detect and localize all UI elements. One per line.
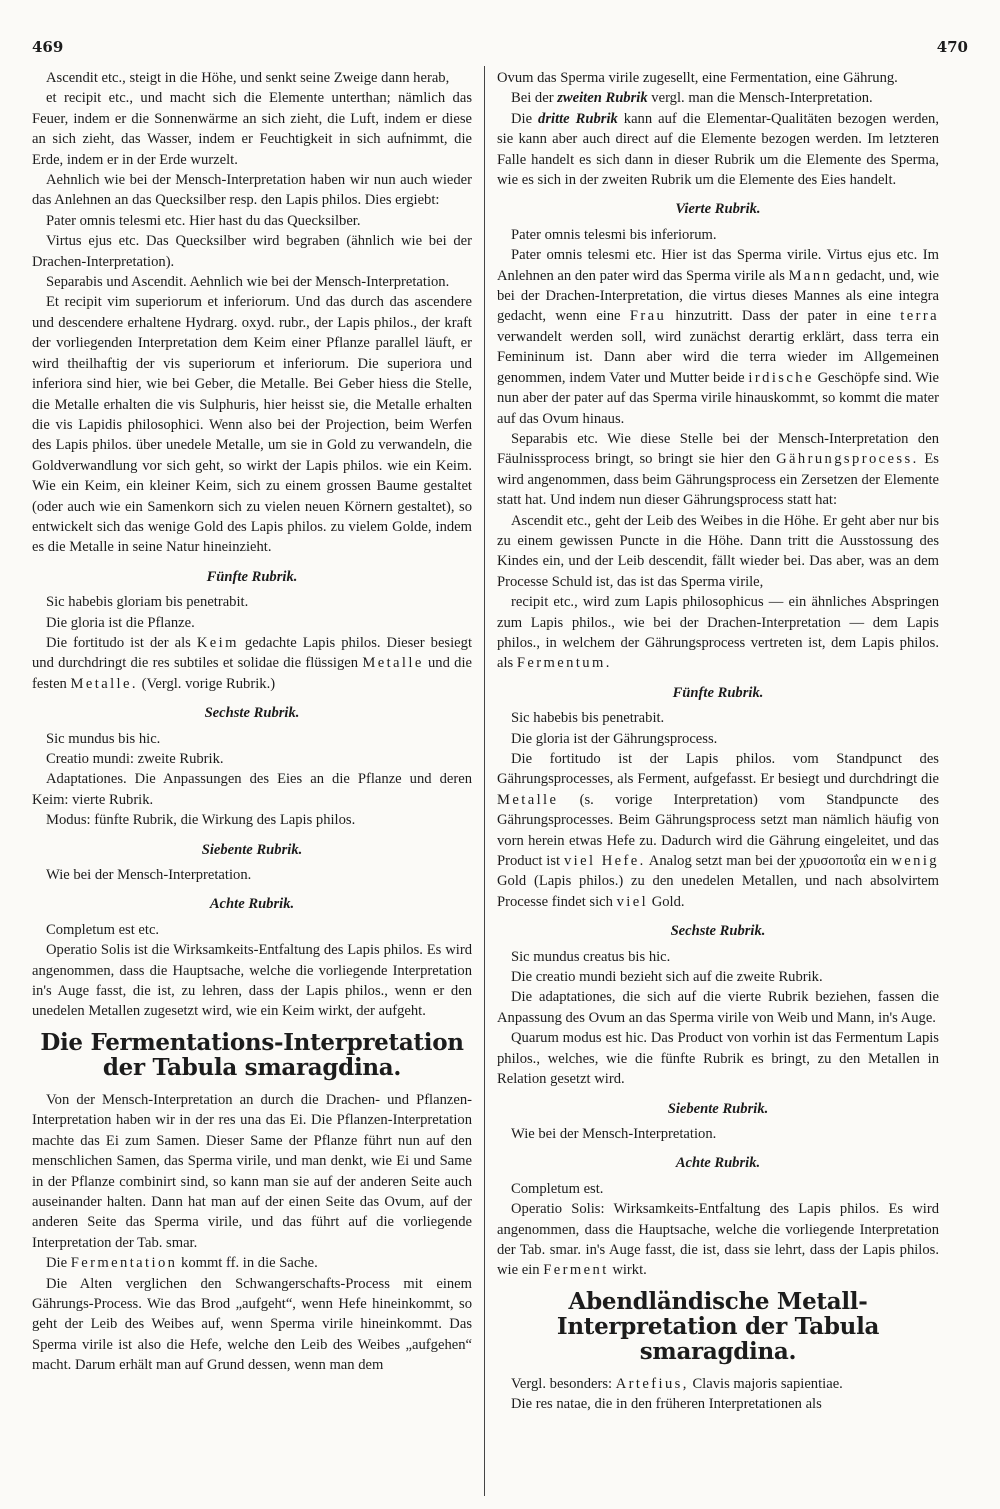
spaced-text: viel: [616, 893, 649, 910]
text: Pater omnis telesmi etc. Hier ist das Sperma virile. Virtus ejus etc. Im Anlehnen an den pater wird das Sperma virile als: [497, 247, 939, 284]
paragraph: Completum est.: [511, 1180, 604, 1197]
emphasis: dritte Rubrik: [538, 110, 618, 127]
left-column: [32, 68, 472, 1376]
section-heading: Fünfte Rubrik.: [672, 684, 764, 701]
text: Die fortitudo ist der als: [46, 634, 191, 651]
paragraph: Separabis und Ascendit. Aehnlich wie bei der Mensch-Interpretation.: [46, 274, 450, 291]
spaced-text: terra: [900, 308, 939, 325]
paragraph: [32, 633, 472, 694]
text: gedachte Lapis philos. Dieser besiegt und durchdringt die res subtiles et solidae die flüssigen: [32, 634, 472, 672]
spaced-text: Metalle.: [70, 675, 138, 692]
paragraph: Die res natae, die in den früheren Interpretationen als: [511, 1396, 822, 1413]
section-heading: Siebente Rubrik.: [201, 841, 303, 858]
text: Gold.: [651, 893, 685, 910]
paragraph: Ovum das Sperma virile zugesellt, eine Fermentation, eine Gährung.: [497, 70, 898, 86]
paragraph: Pater omnis telesmi bis inferiorum.: [511, 226, 717, 243]
paragraph: [497, 429, 939, 511]
text: verwandelt werden soll, wird zunächst derartig erklärt, dass terra ein Femininum ist. Dann aber wird die terra wieder im Allgemeinen genommen, indem Vater und Mutter beide: [497, 328, 939, 386]
paragraph: Aehnlich wie bei der Mensch-Interpretation haben wir nun auch wieder das Anlehnen an das Quecksilber resp. den Lapis philos. Dies ergiebt:: [32, 172, 472, 209]
text: kommt ff. in die Sache.: [181, 1255, 318, 1272]
paragraph: Sic mundus bis hic.: [46, 730, 161, 747]
text: Geschöpfe sind. Wie nun aber der pater auf das Sperma virile hinauskommt, so kommt die mater auf das Ovum hinaus.: [497, 369, 939, 427]
section-heading: Sechste Rubrik.: [670, 923, 766, 940]
paragraph: Ascendit etc., geht der Leib des Weibes in die Höhe. Er geht aber nur bis zu einem gewissen Puncte in die Höhe. Dann tritt die Ausstossung des Kindes ein, und der Leib descendit, fällt wieder bei. Das aber, was an dem Processe Schuld ist, das ist das Sperma virile,: [497, 512, 939, 590]
paragraph: [497, 592, 939, 674]
text: (Vergl. vorige Rubrik.): [141, 675, 276, 692]
paragraph: [497, 109, 939, 191]
text: Bei der: [511, 90, 554, 107]
spaced-text: Gährungsprocess.: [776, 451, 919, 468]
spaced-text: Ferment: [543, 1262, 609, 1279]
text: wirkt.: [612, 1262, 647, 1279]
column-divider: [484, 66, 485, 1496]
spaced-text: Fermentation: [70, 1255, 178, 1272]
section-heading: Sechste Rubrik.: [204, 705, 300, 722]
paragraph: Virtus ejus etc. Das Quecksilber wird begraben (ähnlich wie bei der Drachen-Interpretation).: [32, 233, 472, 270]
text: kann auf die Elementar-Qualitäten bezogen werden, sie kann aber auch direct auf die Elemente bezogen werden. Im letzteren Falle handelt es sich dann in dieser Rubrik um die Elemente des Sperma, wie es sich in der zweiten Rubrik um die Elemente des Eies handelt.: [497, 110, 939, 189]
paragraph: Sic habebis gloriam bis penetrabit.: [46, 594, 249, 611]
paragraph: Die Alten verglichen den Schwangerschafts-Process mit einem Gährungs-Process. Wie das Brod „aufgeht“, wenn Hefe hineinkommt, so geht der Leib des Weibes auf, wenn Sperma virile hineinkommt. Das Sperma virile ist also die Hefe, welche den Leib des Weibes „aufgehen“ macht. Darum erhält man auf Grund dessen, wenn man dem: [32, 1275, 472, 1374]
text: Operatio Solis: Wirksamkeits-Entfaltung des Lapis philos. Es wird angenommen, dass die Hauptsache, welche die vorliegende Interpretation der Tab. smar. in's Auge fasst, die ist, dass sie lehrt, dass der Lapis philos. wie ein: [497, 1201, 939, 1279]
paragraph: Operatio Solis ist die Wirksamkeits-Entfaltung des Lapis philos. Es wird angenommen, dass die Hauptsache, welche die vorliegende Interpretation in's Auge fasst, die ist, zu lehren, dass der Lapis philos., wenn er den unedelen Metallen zugesetzt wird, wie ein Keim wirkt, der aufgeht.: [32, 942, 472, 1020]
spaced-text: Artefius,: [615, 1375, 689, 1392]
text: gedacht, und, wie bei der Drachen-Interpretation, die virtus dieses Mannes als eine integra gedacht, wenn eine: [497, 267, 939, 325]
chapter-heading: Die Fermentations-Interpretation der Tabula smaragdina.: [40, 1028, 464, 1081]
paragraph: Creatio mundi: zweite Rubrik.: [46, 751, 224, 767]
paragraph: Modus: fünfte Rubrik, die Wirkung des Lapis philos.: [46, 812, 356, 829]
paragraph: Von der Mensch-Interpretation an durch die Drachen- und Pflanzen-Interpretation haben wir in der res una das Ei. Die Pflanzen-Interpretation machte das Ei zum Samen. Dieser Same der Pflanze führt nun auf den menschlichen Samen, das Sperma virile, und man denkt, wie Ei und Same in der Pflanze combinirt sind, so kann man sie auf der anderen Seite auch auseinander halten. Dann hat man auf der einen Seite das Ovum, auf der anderen Seite das Sperma virile, und das führt auf die vorliegende Interpretation der Tab. smar.: [32, 1091, 472, 1251]
paragraph: Die gloria ist die Pflanze.: [46, 614, 195, 631]
spaced-text: Metalle: [497, 791, 559, 808]
paragraph: Sic habebis bis penetrabit.: [511, 710, 665, 727]
paragraph: [497, 1374, 939, 1394]
spaced-text: Frau: [629, 308, 667, 325]
spaced-text: Mann: [788, 267, 833, 284]
spaced-text: wenig: [891, 853, 939, 870]
right-column: [497, 68, 939, 1415]
text: Es wird angenommen, dass beim Gährungsprocess ein Zersetzen der Elemente statt hat. Und indem nun dieser Gährungsprocess statt hat:: [497, 451, 939, 509]
section-heading: Vierte Rubrik.: [675, 201, 761, 218]
paragraph: [497, 1199, 939, 1281]
spaced-text: Fermentum.: [516, 655, 612, 672]
text: Separabis etc. Wie diese Stelle bei der Mensch-Interpretation den Fäulnissprocess bringt, so bringt sie hier den: [497, 430, 939, 468]
paragraph: Wie bei der Mensch-Interpretation.: [46, 867, 252, 884]
text: Die: [511, 110, 533, 127]
paragraph: Et recipit vim superiorum et inferiorum. Und das durch das ascendere und descendere erhaltene Hydrarg. oxyd. rubr., der Lapis philos., der kraft der vorliegenden Interpretation dem Keim einer Pflanze parallel läuft, er wird theilhaftig der vis superiorum et inferiorum. Die superiora und inferiora sind hier, wie bei Geber, die Metalle. Bei Geber hiess die Stelle, die Metalle erhalten die vis Sulphuris, hier heisst sie, die Metalle erhalten die vis Lapidis philosophici. Wenn also bei der Projection, beim Werfen des Lapis philos. über unedele Metalle, um sie in Gold zu verwandeln, die Goldverwandlung vor sich geht, so wirkt der Lapis philos. wie ein Keim. Wie ein Keim, ein kleiner Keim, sich zu einem grossen Baume gestaltet (oder auch wie ein Samenkorn sich zu vielen neuen Körnern gestaltet), so entwickelt sich das wenige Gold des Lapis philos. zu vielem Golde, indem es die Metalle in seine Natur hineinzieht.: [32, 294, 472, 556]
paragraph: Die gloria ist der Gährungsprocess.: [511, 730, 718, 747]
paragraph: Quarum modus est hic. Das Product von vorhin ist das Fermentum Lapis philos., welches, wie die fünfte Rubrik es bringt, zu den Metallen in Relation gesetzt wird.: [497, 1030, 939, 1088]
spaced-text: Metalle: [362, 655, 424, 672]
paragraph: [32, 1253, 472, 1273]
paragraph: Pater omnis telesmi etc. Hier hast du das Quecksilber.: [46, 212, 361, 229]
text: Vergl. besonders:: [511, 1375, 613, 1392]
paragraph: Wie bei der Mensch-Interpretation.: [511, 1125, 717, 1142]
paragraph: et recipit etc., und macht sich die Elemente unterthan; nämlich das Feuer, indem er die Sonnenwärme an sich zieht, die Luft, indem er diese an sich zieht, das Wasser, indem er Feuchtigkeit in sich aufnimmt, die Erde, indem er in der Erde wurzelt.: [32, 90, 472, 168]
text: (s. vorige Interpretation) vom Standpuncte des Gährungsprocesses. Beim Gährungsprocess setzt man nämlich häufig von vorn herein etwas Hefe zu. Dadurch wird die Gährung eingeleitet, und das Product ist: [497, 791, 940, 870]
paragraph: [497, 245, 939, 429]
paragraph: Completum est etc.: [46, 921, 160, 938]
text: Gold (Lapis philos.) zu den unedelen Metallen, und nach absolvirtem Processe findet sich: [497, 873, 939, 910]
spaced-text: irdische: [748, 369, 814, 386]
section-heading: Fünfte Rubrik.: [206, 568, 298, 585]
paragraph: Die adaptationes, die sich auf die vierte Rubrik beziehen, fassen die Anpassung des Ovum an das Sperma virile von Weib und Mann, in's Auge.: [497, 989, 939, 1026]
page-number-right: 470: [936, 38, 968, 56]
chapter-heading: Abendländische Metall-Interpretation der Tabula smaragdina.: [556, 1287, 880, 1365]
emphasis: zweiten Rubrik: [557, 90, 648, 107]
paragraph: [497, 749, 939, 912]
page-number-left: 469: [32, 38, 64, 56]
section-heading: Achte Rubrik.: [675, 1155, 761, 1172]
text: und die festen: [32, 655, 472, 692]
text: Clavis majoris sapientiae.: [692, 1375, 843, 1392]
paragraph: [497, 88, 939, 108]
spaced-text: Keim: [196, 634, 239, 651]
paragraph: Sic mundus creatus bis hic.: [511, 948, 671, 965]
paragraph: Adaptationes. Die Anpassungen des Eies an die Pflanze und deren Keim: vierte Rubrik.: [32, 771, 472, 808]
section-heading: Siebente Rubrik.: [667, 1100, 769, 1117]
spaced-text: viel Hefe.: [563, 853, 646, 870]
text: vergl. man die Mensch-Interpretation.: [651, 90, 873, 107]
text: Die: [46, 1255, 68, 1272]
text: recipit etc., wird zum Lapis philosophicus — ein ähnliches Abspringen zum Lapis philos., wie bei der Drachen-Interpretation — dem Lapis philos., in welchem der Gährungsprocess vertreten ist, dem Lapis philos. als: [497, 594, 939, 672]
section-heading: Achte Rubrik.: [209, 896, 295, 913]
paragraph: Die creatio mundi bezieht sich auf die zweite Rubrik.: [511, 969, 823, 986]
text: Analog setzt man bei der χρυσοποιΐα ein: [648, 853, 888, 870]
paragraph: Ascendit etc., steigt in die Höhe, und senkt seine Zweige dann herab,: [46, 70, 450, 86]
text: Die fortitudo ist der Lapis philos. vom Standpunct des Gährungsprocesses, als Ferment, aufgefasst. Er besiegt und durchdringt die: [497, 751, 939, 788]
text: hinzutritt. Dass der pater in eine: [675, 308, 891, 325]
